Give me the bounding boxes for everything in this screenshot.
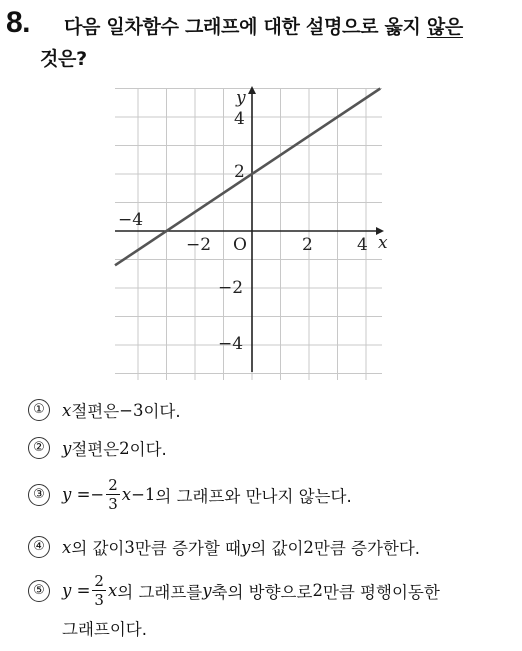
y-tick-2: 2 <box>234 162 245 182</box>
choice-4-mark: ④ <box>28 536 50 558</box>
choice-5-line2: 그래프이다. <box>62 620 147 639</box>
x-tick-4: 4 <box>357 235 368 255</box>
fraction-two-thirds: $\frac{2}{3}$ <box>108 476 118 513</box>
fraction-two-thirds: $\frac{2}{3}$ <box>94 572 104 609</box>
choice-1-mark: ① <box>28 399 50 421</box>
choice-1[interactable]: ① x 절편은 −3 이다. <box>28 398 181 422</box>
underlined-word: 않은 <box>426 16 463 38</box>
x-tick-neg2: −2 <box>186 235 212 255</box>
y-tick-4: 4 <box>234 109 245 129</box>
x-tick-neg4: −4 <box>118 210 144 230</box>
question-number: 8. <box>6 6 31 39</box>
choice-3-mark: ③ <box>28 484 50 506</box>
question-text: 다음 일차함수 그래프에 대한 설명으로 옳지 않은 <box>64 16 463 38</box>
origin-label: O <box>233 235 247 255</box>
y-tick-neg4: −4 <box>218 334 244 354</box>
grid <box>115 88 382 380</box>
axes <box>115 86 384 372</box>
y-axis-label: y <box>236 88 246 108</box>
function-line <box>115 88 380 265</box>
y-tick-neg2: −2 <box>218 278 244 298</box>
y-axis-arrow <box>248 86 256 94</box>
choice-3[interactable]: ③ y =− $\frac{2}{3}$ x −1 의 그래프와 만나지 않는다. <box>28 476 352 513</box>
choice-4[interactable]: ④ x 의 값이 3 만큼 증가할 때 y 의 값이 2 만큼 증가한다. <box>28 535 420 559</box>
choice-5[interactable]: ⑤ y = $\frac{2}{3}$ x 의 그래프를 y 축의 방향으로 2 만큼 평행이동한 <box>28 572 440 609</box>
choice-2[interactable]: ② y 절편은 2 이다. <box>28 436 167 460</box>
choice-2-mark: ② <box>28 437 50 459</box>
x-axis-label: x <box>378 233 388 253</box>
question-text-line2: 것은? <box>40 48 87 70</box>
choice-5-mark: ⑤ <box>28 580 50 602</box>
x-tick-2: 2 <box>302 235 313 255</box>
